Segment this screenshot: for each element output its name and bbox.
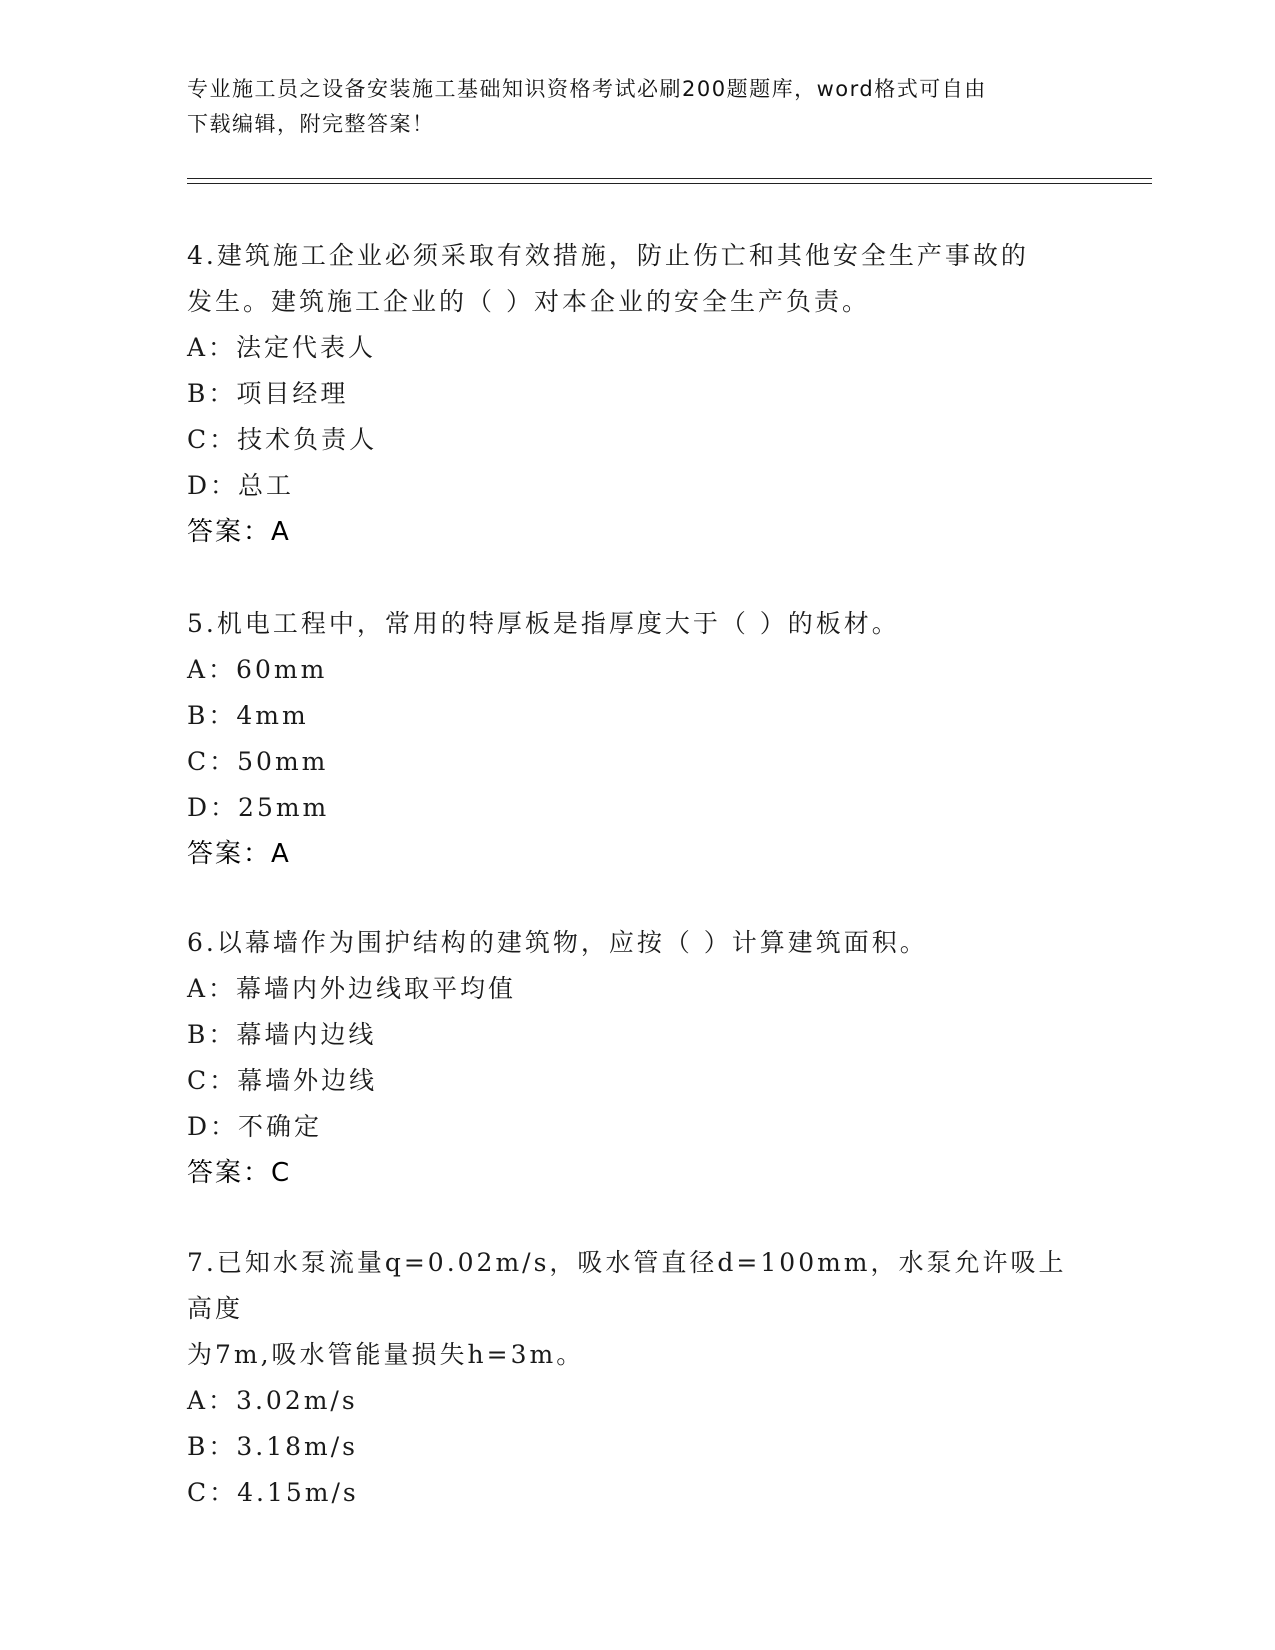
option-c: C：幕墙外边线 <box>187 1066 378 1095</box>
header-rule-bottom <box>187 183 1152 184</box>
question-6 <box>187 920 1087 1196</box>
question-5 <box>187 601 1087 877</box>
document-header <box>187 72 1067 142</box>
option-d: D：总工 <box>187 471 295 500</box>
question-stem: 5.机电工程中，常用的特厚板是指厚度大于（ ）的板材。 <box>187 609 900 638</box>
option-a: A：法定代表人 <box>187 333 377 362</box>
question-4 <box>187 233 1087 555</box>
header-line-1: 专业施工员之设备安装施工基础知识资格考试必刷200题题库，word格式可自由 <box>187 77 987 101</box>
header-rule-top <box>187 178 1152 179</box>
question-stem: 7.已知水泵流量q=0.02m/s，吸水管直径d=100mm，水泵允许吸上高度 <box>187 1248 1067 1323</box>
answer: 答案：A <box>187 839 291 869</box>
option-c: C：技术负责人 <box>187 425 378 454</box>
question-stem: 发生。建筑施工企业的（ ）对本企业的安全生产负责。 <box>187 287 870 316</box>
option-b: B：4mm <box>187 701 309 730</box>
question-7 <box>187 1240 1087 1516</box>
option-b: B：项目经理 <box>187 379 349 408</box>
answer: 答案：A <box>187 517 291 547</box>
question-stem: 6.以幕墙作为围护结构的建筑物，应按（ ）计算建筑面积。 <box>187 928 928 957</box>
option-b: B：幕墙内边线 <box>187 1020 377 1049</box>
option-d: D：不确定 <box>187 1112 323 1141</box>
option-d: D：25mm <box>187 793 330 822</box>
option-a: A：60mm <box>187 655 328 684</box>
option-b: B：3.18m/s <box>187 1432 358 1461</box>
option-a: A：3.02m/s <box>187 1386 358 1415</box>
question-stem: 4.建筑施工企业必须采取有效措施，防止伤亡和其他安全生产事故的 <box>187 241 1029 270</box>
option-c: C：4.15m/s <box>187 1478 359 1507</box>
question-stem: 为7m,吸水管能量损失h=3m。 <box>187 1340 585 1369</box>
header-line-2: 下载编辑，附完整答案！ <box>187 112 435 136</box>
answer: 答案：C <box>187 1158 292 1188</box>
option-a: A：幕墙内外边线取平均值 <box>187 974 517 1003</box>
option-c: C：50mm <box>187 747 329 776</box>
